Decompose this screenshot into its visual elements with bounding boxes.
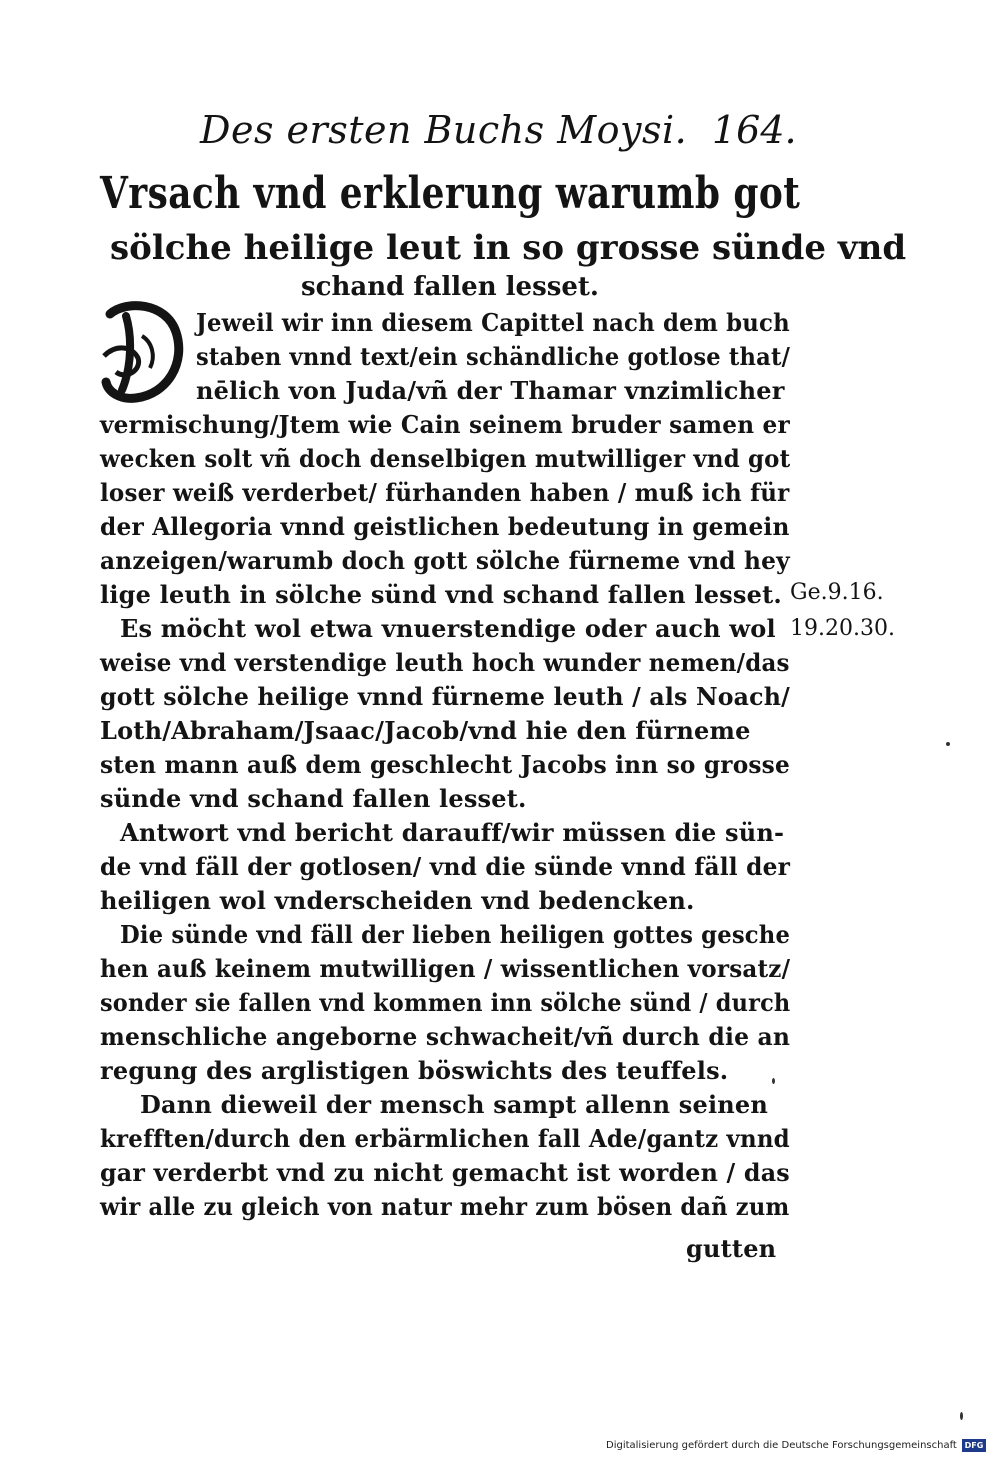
chapter-title-line-3: schand fallen lesset. [301,272,599,302]
chapter-title-line-2: sölche heilige leut in so grosse sünde vnd [110,228,907,268]
text-line: wir alle zu gleich von natur mehr zum bösen dañ zum [100,1192,790,1221]
text-line: weise vnd verstendige leuth hoch wunder nemen/das [100,648,790,677]
text-line: hen auß keinem mutwilligen / wissentlichen vorsatz/ [100,954,791,983]
text-line: Dann dieweil der mensch sampt allenn seinen [140,1090,769,1119]
decorated-initial-d-icon [96,296,186,406]
margin-reference: Ge.9.16. [790,580,884,605]
text-line: krefften/durch den erbärmlichen fall Ade/gantz vnnd [100,1124,790,1153]
digitization-credit: Digitalisierung gefördert durch die Deutsche Forschungsgemeinschaft [606,1440,957,1451]
text-line: anzeigen/warumb doch gott sölche fürneme vnd hey [100,546,790,575]
text-line: regung des arglistigen böswichts des teuffels. [100,1056,729,1085]
text-line: loser weiß verderbet/ fürhanden haben / muß ich für [100,478,790,507]
text-line: sten mann auß dem geschlecht Jacobs inn so grosse [100,750,790,779]
text-line: de vnd fäll der gotlosen/ vnd die sünde vnnd fäll der [100,852,791,881]
text-line: wecken solt vñ doch denselbigen mutwilliger vnd got [100,444,791,473]
text-line: sonder sie fallen vnd kommen inn sölche sünd / durch [100,988,791,1017]
text-line: gott sölche heilige vnnd fürneme leuth / als Noach/ [100,682,790,711]
catchword: gutten [686,1234,777,1263]
dfg-logo: DFG [962,1439,986,1452]
text-line: Antwort vnd bericht darauff/wir müssen die sün- [120,818,785,847]
ink-speck [946,742,950,746]
running-head: Des ersten Buchs Moysi. [200,108,688,152]
chapter-title-line-1: Vrsach vnd erklerung warumb got [100,168,801,219]
text-line: heiligen wol vnderscheiden vnd bedencken. [100,886,695,915]
text-line: vermischung/Jtem wie Cain seinem bruder samen er [100,410,790,439]
text-line: gar verderbt vnd zu nicht gemacht ist worden / das [100,1158,790,1187]
text-line: Loth/Abraham/Jsaac/Jacob/vnd hie den fürneme [100,716,751,745]
text-line: nēlich von Juda/vñ der Thamar vnzimlicher [196,376,785,405]
margin-reference: 19.20.30. [790,616,895,641]
page-number: 164. [712,108,797,152]
text-line: Jeweil wir inn diesem Capittel nach dem buch [196,308,790,337]
text-line: sünde vnd schand fallen lesset. [100,784,527,813]
text-line: der Allegoria vnnd geistlichen bedeutung in gemein [100,512,790,541]
text-line: lige leuth in sölche sünd vnd schand fallen lesset. [100,580,782,609]
text-line: menschliche angeborne schwacheit/vñ durch die an [100,1022,791,1051]
text-line: Die sünde vnd fäll der lieben heiligen gottes gesche [120,920,791,949]
ink-speck [772,1078,775,1084]
text-line: Es möcht wol etwa vnuerstendige oder auch wol [120,614,776,643]
ink-speck [960,1412,963,1420]
text-line: staben vnnd text/ein schändliche gotlose that/ [196,342,791,371]
